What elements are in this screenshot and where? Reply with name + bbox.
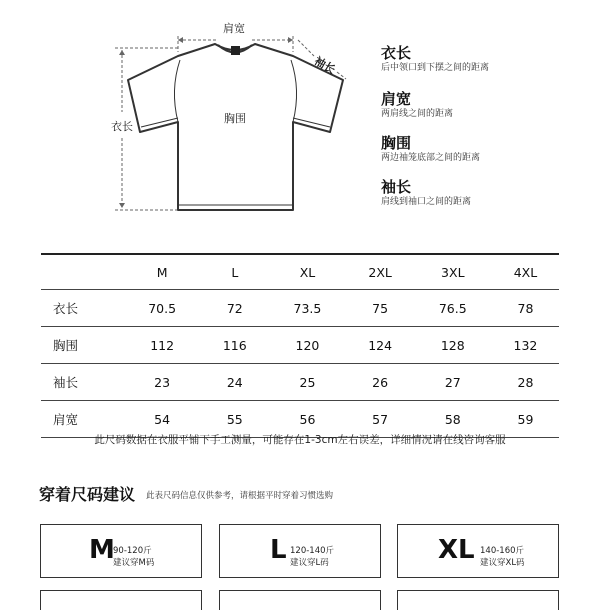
header-cell: L [201,254,268,290]
table-cell: 25 [268,364,346,401]
legend-item-sleeve [381,178,471,208]
legend-item-length [381,44,489,74]
card-advice: 建议穿XL码 [480,558,525,568]
table-cell: 75 [347,290,414,327]
size-card-partial [40,590,202,610]
table-row [41,290,559,327]
table-cell: 55 [201,401,268,438]
table-cell: 120 [268,327,346,364]
legend-title: 衣长 [381,44,412,62]
row-label: 胸围 [41,327,123,364]
measurement-note: 此尺码数据在衣服平铺下手工测量，可能存在1-3cm左右误差，详细情况请在线咨询客服 [94,434,506,446]
table-cell: 57 [347,401,414,438]
size-table [41,253,559,438]
table-cell: 28 [492,364,559,401]
card-weight: 120-140斤 [290,546,335,556]
length-label: 衣长 [111,120,133,133]
header-cell: XL [268,254,346,290]
size-card-m [40,524,202,578]
table-cell: 124 [347,327,414,364]
chest-label: 胸围 [224,112,246,125]
table-header-row [41,254,559,290]
table-cell: 132 [492,327,559,364]
table-cell: 112 [123,327,201,364]
table-cell: 78 [492,290,559,327]
tshirt-outline-svg [0,0,600,230]
card-advice: 建议穿L码 [290,558,329,568]
table-cell: 56 [268,401,346,438]
table-cell: 128 [414,327,492,364]
table-cell: 76.5 [414,290,492,327]
row-label: 肩宽 [41,401,123,438]
size-card-xl [397,524,559,578]
card-size: XL [438,535,475,565]
table-cell: 72 [201,290,268,327]
legend-title: 袖长 [381,178,412,196]
table-row [41,364,559,401]
table-cell: 24 [201,364,268,401]
table-cell: 70.5 [123,290,201,327]
legend-title: 肩宽 [381,90,412,108]
header-cell: 2XL [347,254,414,290]
table-cell: 59 [492,401,559,438]
header-cell: 3XL [414,254,492,290]
card-size: M [89,535,115,565]
card-size: L [270,535,287,565]
header-cell: M [123,254,201,290]
legend-desc: 肩线到袖口之间的距离 [381,197,472,207]
table-cell: 116 [201,327,268,364]
size-card-partial [397,590,559,610]
row-label: 袖长 [41,364,123,401]
table-cell: 54 [123,401,201,438]
card-weight: 140-160斤 [480,546,525,556]
card-weight: 90-120斤 [113,546,152,556]
size-card-l [219,524,381,578]
table-cell: 27 [414,364,492,401]
recommend-subtitle: 此表尺码信息仅供参考，请根据平时穿着习惯选购 [146,491,334,501]
shoulder-label: 肩宽 [223,22,245,35]
legend-desc: 两边袖笼底部之间的距离 [381,153,481,163]
legend-desc: 后中领口到下摆之间的距离 [381,63,490,73]
card-advice: 建议穿M码 [113,558,155,568]
row-label: 衣长 [41,290,123,327]
legend-desc: 两肩线之间的距离 [381,109,454,119]
legend-item-chest [381,134,480,164]
table-cell: 26 [347,364,414,401]
legend-title: 胸围 [381,134,412,152]
table-cell: 58 [414,401,492,438]
table-cell: 23 [123,364,201,401]
recommend-title: 穿着尺码建议 [39,485,136,504]
tshirt-diagram [0,0,600,230]
size-card-partial [219,590,381,610]
table-row [41,327,559,364]
sleeve-label: 袖长 [311,54,338,77]
legend-item-shoulder [381,90,453,120]
header-cell: 4XL [492,254,559,290]
table-cell: 73.5 [268,290,346,327]
header-cell [41,254,123,290]
